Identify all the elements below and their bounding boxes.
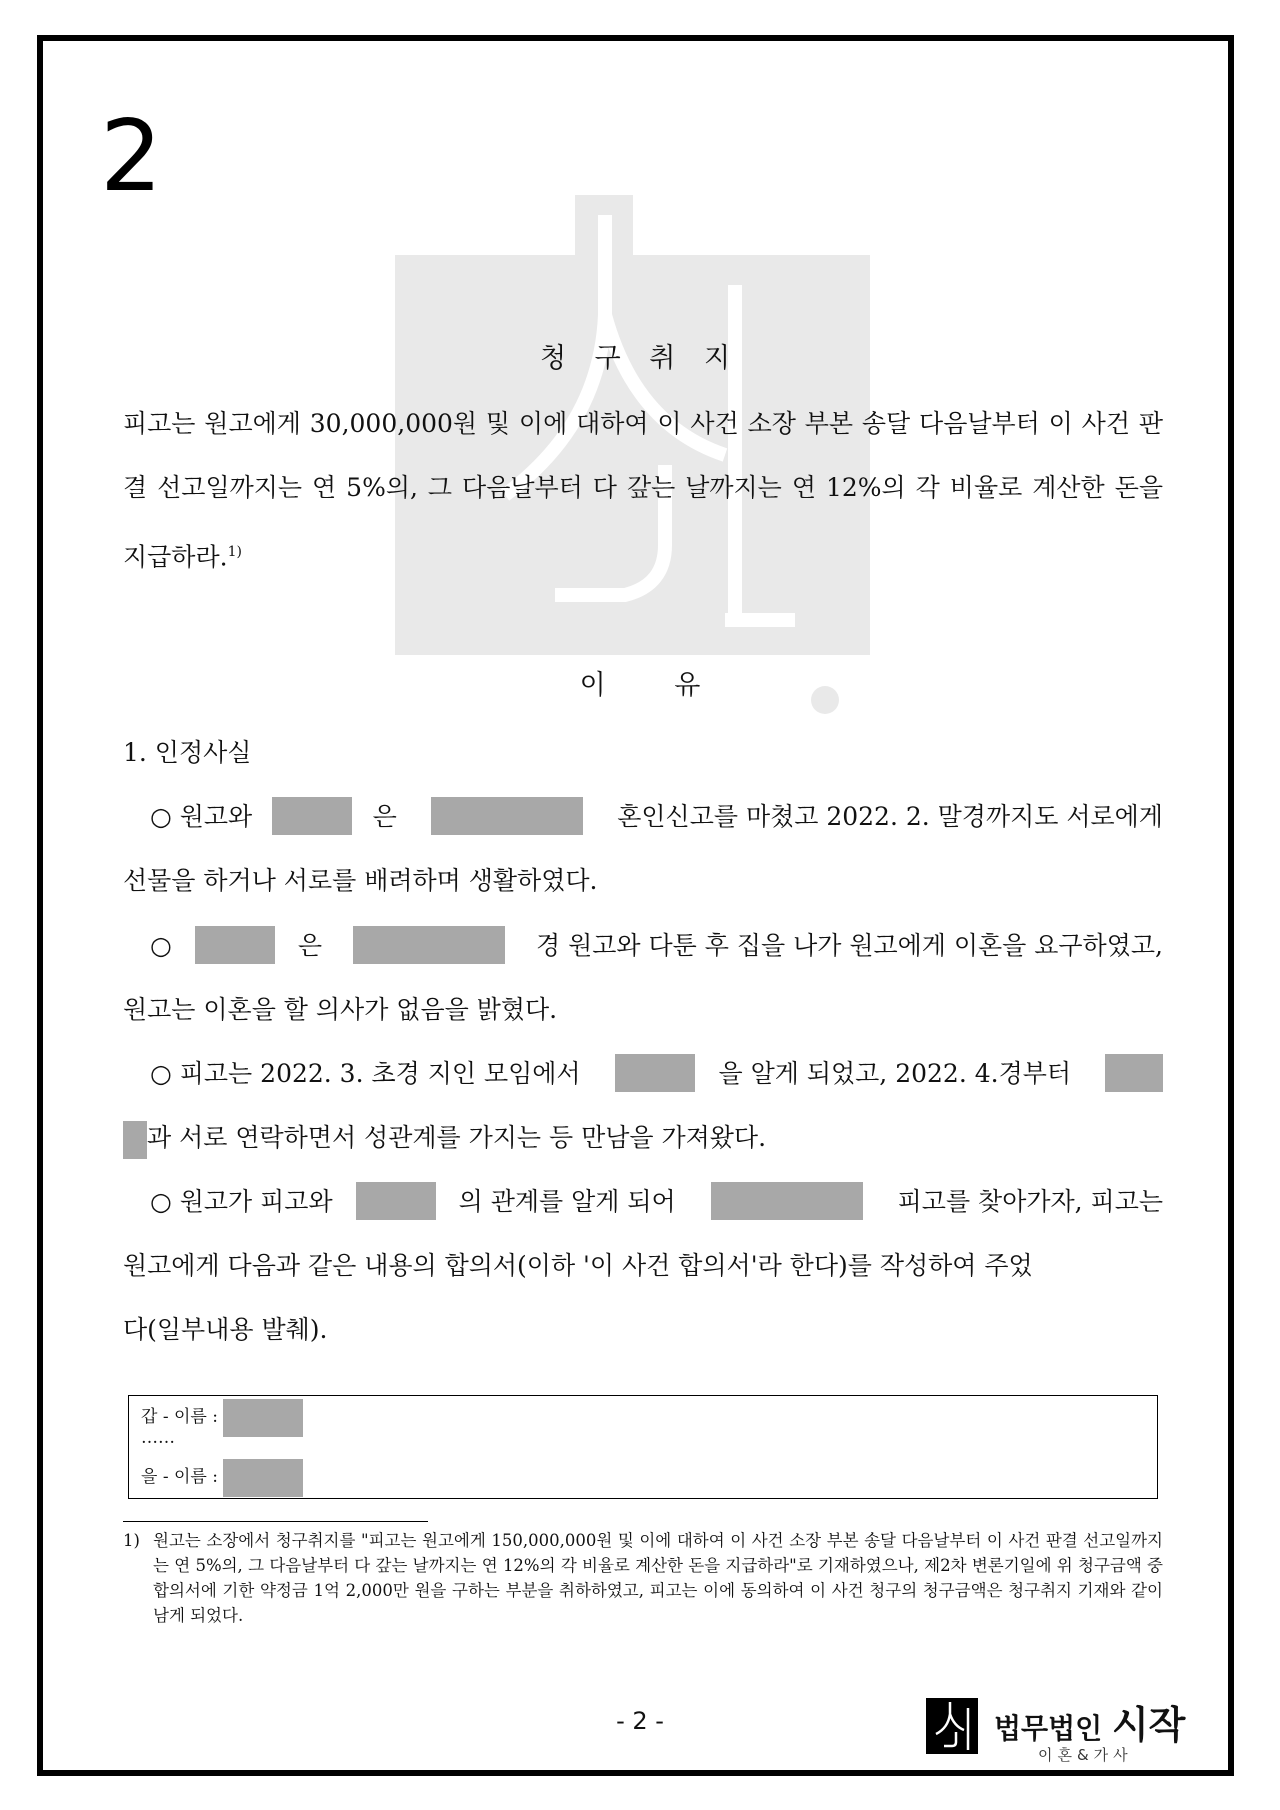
party-a-row: 갑 - 이름 : [141,1398,303,1436]
fact-line-1: ○ 원고와 은 혼인신고를 마쳤고 2022. 2. 말경까지도 서로에게 [150,797,1163,837]
claim-body: 피고는 원고에게 30,000,000원 및 이에 대하여 이 사건 소장 부본 송달 다음날부터 이 사건 판결 선고일까지는 연 5%의, 그 다음날부터 다 갚는 날까지는 연 12%의 각 비율로 계산한 돈을 지급하라. [123,409,1163,572]
fact-line-9: 다(일부내용 발췌). [123,1315,328,1344]
party-b-row: 을 - 이름 : [141,1458,303,1496]
law-firm-logo [926,1690,1211,1764]
logo-mark-icon [926,1698,978,1754]
logo-name: 법무법인 시작 [994,1703,1186,1747]
reason-title: 이 유 [579,670,701,701]
logo-subtitle: 이혼&가사 [1038,1746,1133,1764]
footnote-text: 원고는 소장에서 청구취지를 "피고는 원고에게 150,000,000원 및 이에 대하여 이 사건 소장 부본 송달 다음날부터 이 사건 판결 선고일까지는 연 5%의, 그 다음날부터 다 갚는 날까지는 연 12%의 각 비율로 계산한 돈을 지급하라"로 기재하였으나, 제2차 변론기일에 위 청구금액 중 합의서에 기한 약정금 1억 2,000만 원을 구하는 부분을 취하하였고, 피고는 이에 동의하여 이 사건 청구의 청구금액은 청구취지 기재와 같이 남게 되었다. [153,1531,1163,1625]
redacted-name [123,1121,147,1159]
footnote-separator [123,1521,428,1522]
page-number-large: 2 [100,100,163,214]
ellipsis-row: …… [141,1428,175,1448]
claim-title: 청 구 취 지 [539,343,741,374]
redacted-name [272,797,352,835]
footnote [123,1528,1163,1628]
fact-line-4: 원고는 이혼을 할 의사가 없음을 밝혔다. [123,995,558,1024]
redacted-name [195,926,275,964]
page-footer-number: - 2 - [616,1707,664,1735]
fact-line-8: 원고에게 다음과 같은 내용의 합의서(이하 '이 사건 합의서'라 한다)를 작성하여 주었 [123,1251,1033,1280]
section-heading: 1. 인정사실 [123,738,252,767]
redacted-date [711,1182,863,1220]
redacted-name [223,1459,303,1497]
redacted-date [431,797,583,835]
footnote-ref: 1) [227,544,242,560]
claim-text [123,392,1163,589]
agreement-excerpt-box [128,1395,1158,1499]
redacted-name [615,1054,695,1092]
fact-line-6: 과 서로 연락하면서 성관계를 가지는 등 만남을 가져왔다. [123,1118,1163,1158]
redacted-name [356,1182,436,1220]
redacted-name [223,1399,303,1437]
fact-line-5: ○ 피고는 2022. 3. 초경 지인 모임에서 을 알게 되었고, 2022. 4.경부터 [150,1054,1163,1094]
fact-line-2: 선물을 하거나 서로를 배려하며 생활하였다. [123,866,598,895]
footnote-mark: 1) [123,1531,140,1550]
fact-line-3: ○ 은 경 원고와 다툰 후 집을 나가 원고에게 이혼을 요구하였고, [150,926,1163,966]
redacted-name [1105,1054,1163,1092]
redacted-date [353,926,505,964]
fact-line-7: ○ 원고가 피고와 의 관계를 알게 되어 피고를 찾아가자, 피고는 [150,1182,1163,1222]
